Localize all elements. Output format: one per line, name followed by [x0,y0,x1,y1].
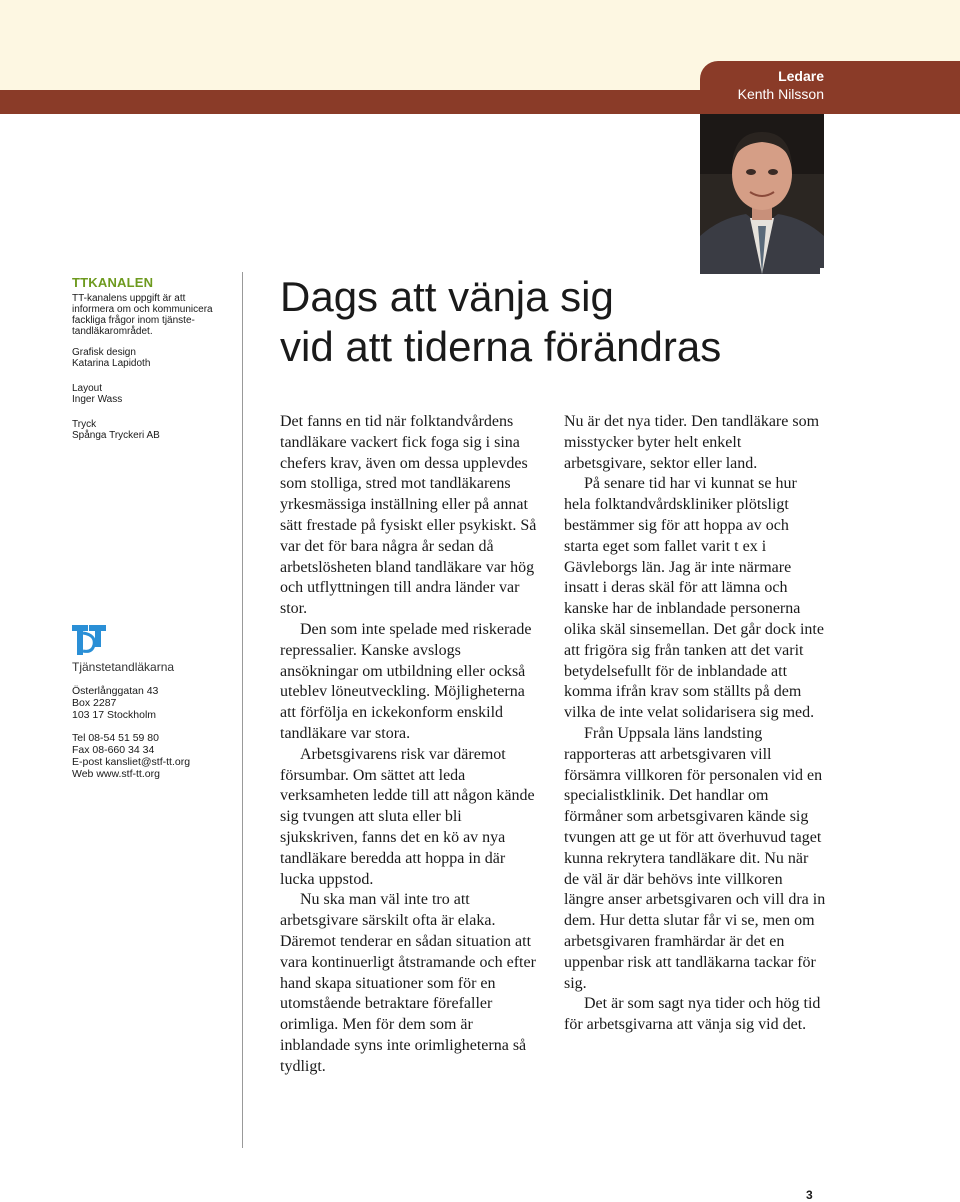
address-line: Box 2287 [72,697,117,709]
author-photo [700,114,824,274]
article-headline [280,272,721,372]
address-line: Österlånggatan 43 [72,685,159,697]
credit-layout [72,383,238,405]
credit-name: Inger Wass [72,394,123,405]
page-number: 3 [806,1188,813,1202]
article-column-2 [564,412,826,1036]
org-name: Tjänstetandläkarna [72,660,175,674]
credit-print [72,419,238,441]
phone-line: Tel 08-54 51 59 80 [72,732,159,744]
credit-role: Grafisk design [72,347,136,358]
tt-logo-icon [72,625,106,664]
paragraph: Från Uppsala läns landsting rapporteras att arbetsgivaren vill försämra villkoren för personalen vid en specialistklinik. Det handlar om förmåner som arbetsgivaren kände sig tvungen att ge ut för att överhuvud taget kunna rekrytera tandläkare dit. Nu när de väl är där behövs inte villkoren längre anser arbetsgivaren och vill dra in dem. Hur detta slutar får vi se, men om arbetsgivaren framhärdar är det en uppenbar risk att tandläkarna tackar för sig. [564,724,826,992]
paragraph: Arbetsgivarens risk var däremot försumbar. Om sättet att leda verksamheten ledde till att någon kände sig tvungen att sluta eller bli sjukskriven, fanns det en kö av nya tandläkare beredda att hoppa in där lucka uppstod. [280,745,535,888]
paragraph: Den som inte spelade med riskerade repressalier. Kanske avslogs ansökningar om utbildning eller också uteblev löneutveckling. Möjligheterna att förfölja en ickekonform enskild tandläkare var stora. [280,620,532,742]
intro-line: tandläkarområdet. [72,326,153,337]
headline-line: vid att tiderna förändras [280,323,722,370]
paragraph: Det fanns en tid när folktandvårdens tandläkare vackert fick foga sig i sina chefers krav, även om dessa upplevdes som stolliga, stred mot tandläkarens yrkesmässiga inställning eller på annat sätt frestade på fysiskt eller psykiskt. Så var det för bara några år sedan då arbetslösheten bland tandläkare var hög och utflyttningen till andra länder var stor. [280,413,537,618]
intro-line: fackliga frågor inom tjänste- [72,315,195,326]
address-line: 103 17 Stockholm [72,709,157,721]
intro-line: TT-kanalens uppgift är att [72,293,186,304]
web-link[interactable]: Web www.stf-tt.org [72,768,160,780]
column-divider [242,272,243,1148]
author-name: Kenth Nilsson [737,86,824,102]
credit-role: Layout [72,383,103,394]
masthead-intro [72,293,238,337]
paragraph: Nu ska man väl inte tro att arbetsgivare särskilt ofta är elaka. Däremot tenderar en sådan situation att vara kontinuerligt åtstramande och efter hand skapa situationer som för en utomstående betraktare förefaller orimliga. Men för dem som är inblandade syns inte orimligheterna så tydligt. [280,891,536,1075]
intro-line: informera om och kommunicera [72,304,213,315]
article-column-1 [280,412,542,1078]
email-link[interactable]: E-post kansliet@stf-tt.org [72,756,191,768]
paragraph: Nu är det nya tider. Den tandläkare som misstycker byter helt enkelt arbetsgivare, sektor eller land. [564,413,820,472]
masthead-sidebar [72,276,238,451]
fax-line: Fax 08-660 34 34 [72,744,155,756]
headline-line: Dags att vänja sig [280,273,614,320]
paragraph: Det är som sagt nya tider och hög tid för arbetsgivarna att vänja sig vid det. [564,995,821,1034]
section-label: Ledare [778,68,824,84]
credit-role: Tryck [72,419,97,430]
credit-name: Spånga Tryckeri AB [72,430,160,441]
contact-block [72,685,190,780]
masthead-title: TTKANALEN [72,275,154,290]
paragraph: På senare tid har vi kunnat se hur hela folktandvårdskliniker plötsligt bestämmer sig för att hoppa av och starta eget som fallet varit t ex i Gävleborgs län. Jag är inte närmare insatt i deras skäl för att lämna och kanske har de inblandade personerna olika skäl sinsemellan. Det går dock inte att frigöra sig från tanken att det varit betydelsefullt för de inblandade att komma ifrån krav som ställts på dem vilka de inte velat solidarisera sig med. [564,475,824,722]
credit-design [72,347,238,369]
credit-name: Katarina Lapidoth [72,358,151,369]
